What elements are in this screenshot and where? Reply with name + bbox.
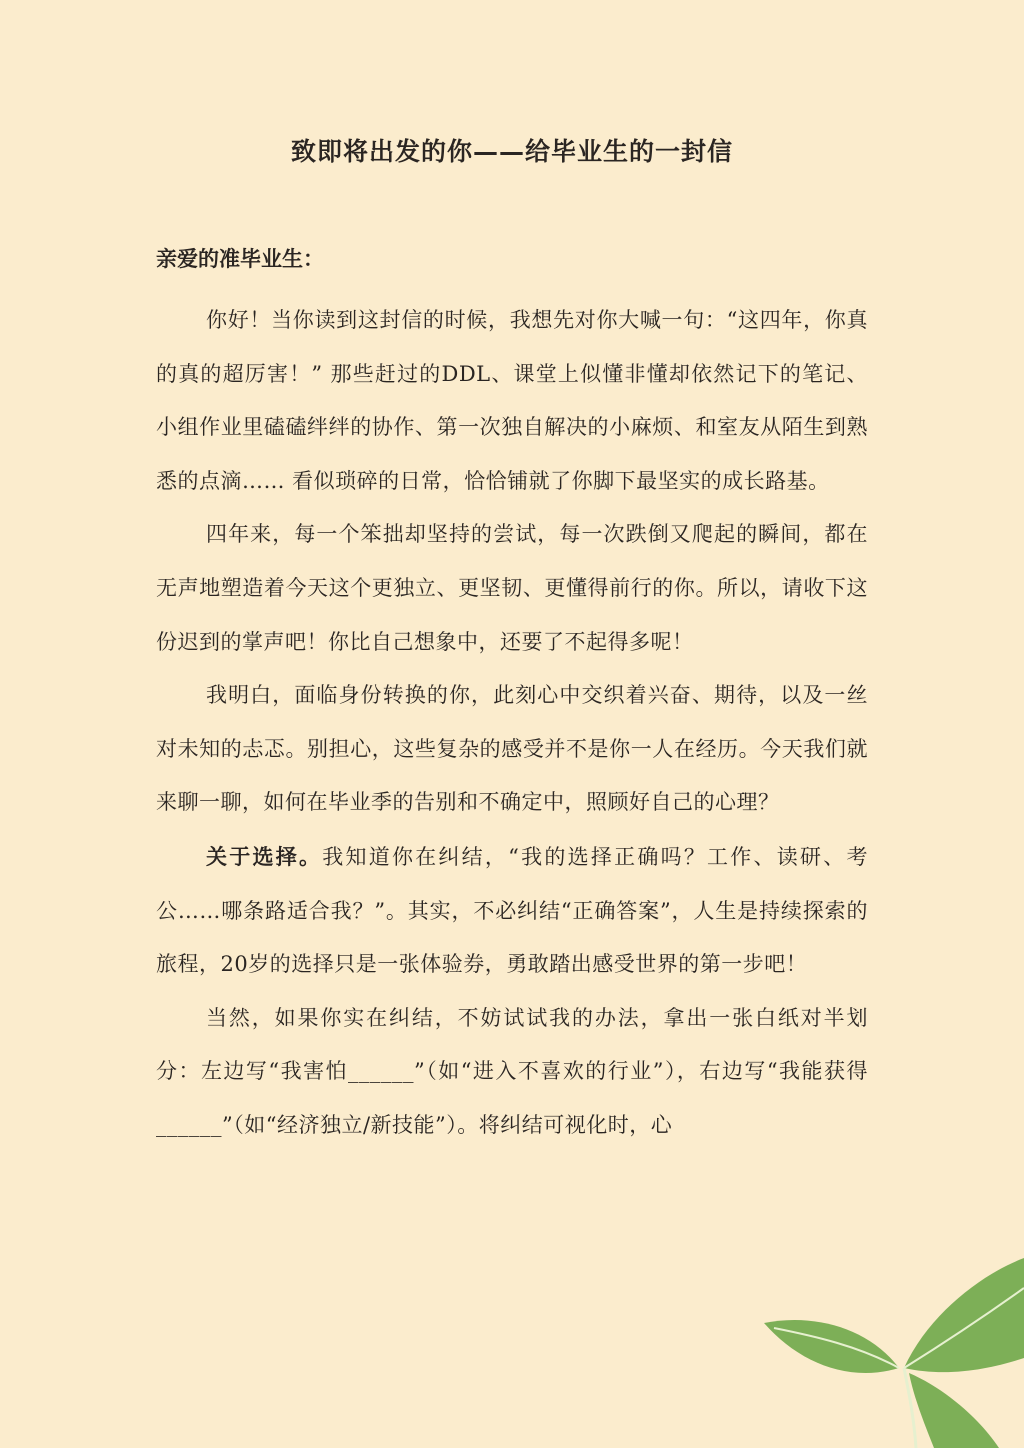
leaf-blade-bottom [909, 1373, 999, 1448]
paragraph-1 [156, 294, 868, 508]
greeting: 亲爱的准毕业生： [156, 246, 324, 271]
leaf-shape-left [764, 1320, 899, 1373]
paragraph-5-text: 当然，如果你实在纠结，不妨试试我的办法，拿出一张白纸对半划分：左边写“我害怕______”（如“进入不喜欢的行业”），右边写“我能获得______”（如“经济独立/新技能”）。将纠结可视化时，心 [156, 1005, 868, 1137]
leaf-shape-bottom [909, 1373, 999, 1448]
paragraph-3-text: 我明白，面临身份转换的你，此刻心中交织着兴奋、期待，以及一丝对未知的忐忑。别担心，这些复杂的感受并不是你一人在经历。今天我们就来聊一聊，如何在毕业季的告别和不确定中，照顾好自己的心理？ [156, 683, 868, 815]
letter-body [156, 240, 868, 1153]
paragraph-5 [156, 992, 868, 1153]
paragraph-4-text: 我知道你在纠结，“我的选择正确吗？工作、读研、考公……哪条路适合我？”。其实，不必纠结“正确答案”，人生是持续探索的旅程，20岁的选择只是一张体验券，勇敢踏出感受世界的第一步吧！ [156, 844, 869, 977]
leaf-blade-right [904, 1258, 1024, 1372]
green-leaf-icon [764, 1218, 1024, 1448]
leaf-blade-left [764, 1320, 899, 1373]
paragraph-2 [156, 508, 868, 669]
paragraph-2-text: 四年来，每一个笨拙却坚持的尝试，每一次跌倒又爬起的瞬间，都在无声地塑造着今天这个更独立、更坚韧、更懂得前行的你。所以，请收下这份迟到的掌声吧！你比自己想象中，还要了不起得多呢！ [156, 522, 868, 654]
letter-title: 致即将出发的你——给毕业生的一封信 [290, 137, 733, 166]
paragraph-4-lead: 关于选择。 [206, 843, 323, 869]
paragraph-3 [156, 669, 868, 830]
paragraph-4 [156, 830, 868, 992]
paragraph-1-text: 你好！当你读到这封信的时候，我想先对你大喊一句：“这四年，你真的真的超厉害！” 那些赶过的DDL、课堂上似懂非懂却依然记下的笔记、小组作业里磕磕绊绊的协作、第一次独自解决的小麻烦、和室友从陌生到熟悉的点滴…… 看似琐碎的日常，恰恰铺就了你脚下最坚实的成长路基。 [156, 308, 868, 493]
leaf-shape-large [904, 1258, 1024, 1372]
